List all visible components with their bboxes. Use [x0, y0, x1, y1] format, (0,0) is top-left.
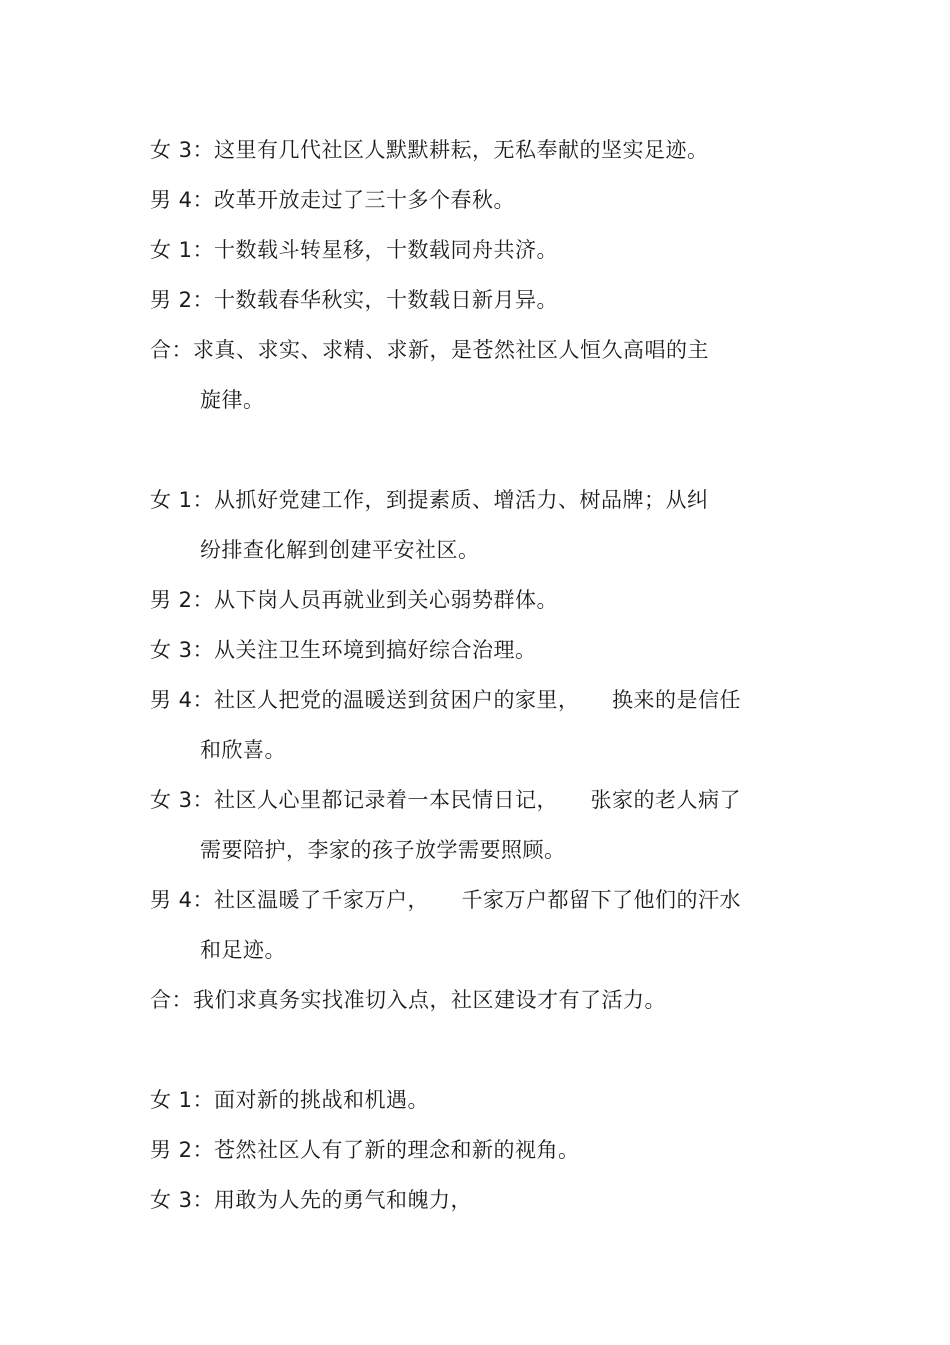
dialogue-paragraph [150, 125, 810, 175]
dialogue-line-continuation: 纷排查化解到创建平安社区。 [200, 538, 480, 562]
dialogue-line: 男 4：社区人把党的温暖送到贫困户的家里， 换来的是信任 [150, 688, 742, 712]
dialogue-paragraph [150, 775, 810, 875]
dialogue-line: 男 4：社区温暖了千家万户， 千家万户都留下了他们的汗水 [150, 888, 742, 912]
dialogue-line: 女 3：从关注卫生环境到搞好综合治理。 [150, 638, 537, 662]
dialogue-line: 女 1：十数载斗转星移，十数载同舟共济。 [150, 238, 559, 262]
dialogue-line: 男 2：苍然社区人有了新的理念和新的视角。 [150, 1138, 580, 1162]
dialogue-line-continuation: 旋律。 [200, 388, 265, 412]
dialogue-paragraph [150, 275, 810, 325]
dialogue-paragraph [150, 975, 810, 1025]
dialogue-line-continuation: 需要陪护，李家的孩子放学需要照顾。 [200, 838, 566, 862]
dialogue-line: 合：求真、求实、求精、求新，是苍然社区人恒久高唱的主 [150, 338, 709, 362]
dialogue-line: 女 1：面对新的挑战和机遇。 [150, 1088, 430, 1112]
dialogue-paragraph [150, 1175, 810, 1225]
dialogue-line: 男 2：十数载春华秋实，十数载日新月异。 [150, 288, 559, 312]
dialogue-paragraph [150, 475, 810, 575]
dialogue-paragraph [150, 625, 810, 675]
dialogue-line: 女 3：社区人心里都记录着一本民情日记， 张家的老人病了 [150, 788, 742, 812]
dialogue-line: 男 2：从下岗人员再就业到关心弱势群体。 [150, 588, 559, 612]
dialogue-line-continuation: 和足迹。 [200, 938, 286, 962]
dialogue-line: 男 4：改革开放走过了三十多个春秋。 [150, 188, 516, 212]
dialogue-paragraph [150, 1125, 810, 1175]
dialogue-paragraph [150, 875, 810, 975]
dialogue-paragraph [150, 225, 810, 275]
dialogue-paragraph [150, 175, 810, 225]
dialogue-line: 女 3：用敢为人先的勇气和魄力， [150, 1188, 473, 1212]
dialogue-paragraph [150, 575, 810, 625]
dialogue-paragraph [150, 325, 810, 425]
dialogue-paragraph [150, 675, 810, 775]
dialogue-line-continuation: 和欣喜。 [200, 738, 286, 762]
dialogue-line: 合：我们求真务实找准切入点，社区建设才有了活力。 [150, 988, 666, 1012]
dialogue-line: 女 3：这里有几代社区人默默耕耘，无私奉献的坚实足迹。 [150, 138, 709, 162]
dialogue-line: 女 1：从抓好党建工作，到提素质、增活力、树品牌；从纠 [150, 488, 709, 512]
dialogue-paragraph [150, 1075, 810, 1125]
